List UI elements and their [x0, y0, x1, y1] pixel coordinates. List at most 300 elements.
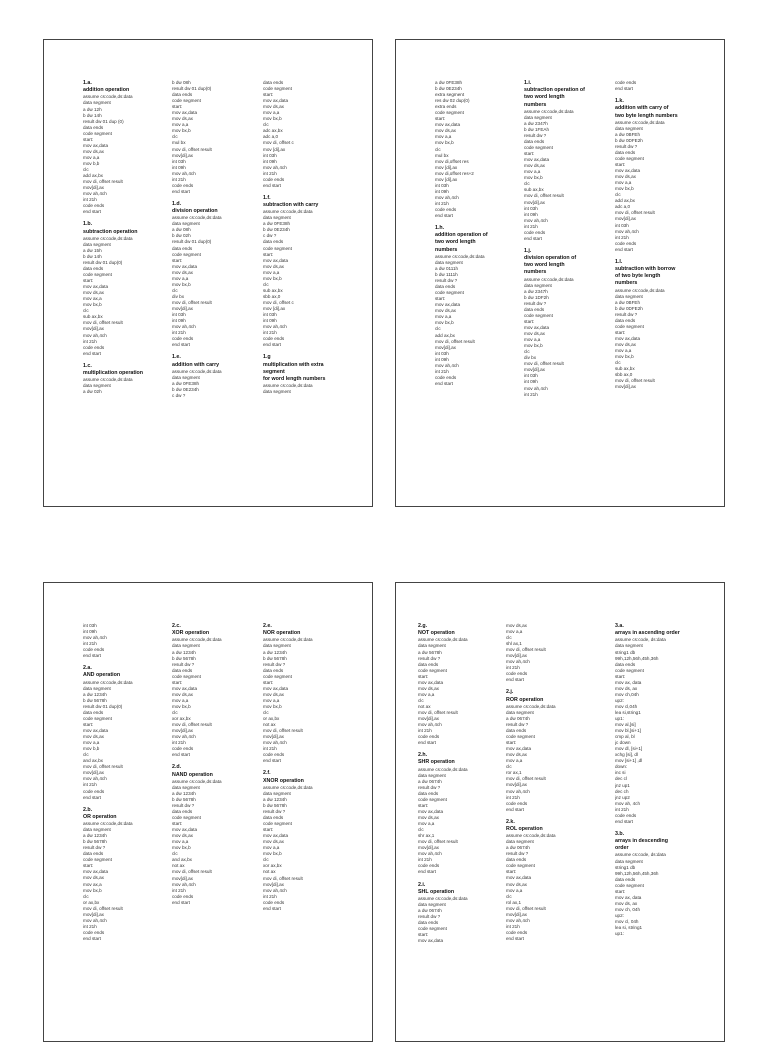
section-heading: 2.b.: [83, 806, 93, 813]
code-line: a dw 12h: [83, 106, 102, 112]
code-line: data segment: [172, 374, 200, 380]
code-line: a dw 0BFEh: [615, 131, 641, 137]
code-line: mov[di],ax: [506, 653, 527, 659]
code-line: 99h,12h,56h,45h,36h: [615, 870, 659, 876]
code-line: data ends: [172, 808, 193, 814]
code-line: data ends: [524, 306, 545, 312]
code-line: a dw 0674h: [506, 715, 530, 721]
code-line: mov a,a: [418, 821, 435, 827]
code-line: code segment: [435, 110, 464, 116]
code-line: div bx: [524, 355, 537, 361]
code-line: code ends: [172, 336, 194, 342]
code-line: string1 db: [615, 649, 636, 655]
code-line: b dw 5678h: [263, 802, 287, 808]
section-heading: 2.j.: [506, 689, 514, 696]
code-line: mov a,a: [83, 740, 100, 746]
code-line: result dw ?: [83, 845, 106, 851]
page-2-column-2: [524, 80, 616, 398]
code-line: clc: [506, 893, 512, 899]
code-line: int 09h: [435, 188, 449, 194]
code-line: data ends: [83, 709, 104, 715]
code-line: mov di, offset result: [172, 869, 212, 875]
code-line: mov ax,data: [418, 679, 444, 685]
code-line: data ends: [263, 80, 284, 85]
code-line: start:: [172, 679, 183, 685]
code-line: a dw 1234h: [172, 790, 196, 796]
code-line: result dw ?: [615, 311, 638, 317]
code-line: lea si, string1: [615, 925, 643, 931]
code-line: mov di, offset result: [83, 905, 123, 911]
section-heading: 1.i.: [524, 80, 532, 86]
code-line: mov di, offset result: [263, 728, 303, 734]
code-line: a dw 0111h: [435, 265, 459, 271]
code-line: mov a,a: [524, 169, 541, 175]
code-line: data ends: [263, 815, 284, 821]
code-line: end start: [83, 350, 101, 356]
code-line: mov ah,4ch: [83, 332, 107, 338]
code-line: assume cs:code,ds:data: [418, 766, 468, 772]
code-line: sbb ax,0: [263, 293, 281, 299]
code-line: clc: [83, 308, 89, 314]
code-line: start:: [83, 863, 94, 869]
code-line: mov ds,ax: [172, 691, 193, 697]
code-line: result dw ?: [418, 784, 441, 790]
code-line: mov ah,4ch: [435, 362, 459, 368]
code-line: result dw ?: [418, 914, 441, 920]
code-line: sub ax,bx: [615, 366, 635, 372]
code-line: a dw 1234h: [83, 833, 107, 839]
code-line: result dw 01 dup (0): [83, 118, 124, 124]
code-line: end start: [435, 213, 453, 219]
code-line: not ax: [172, 863, 185, 869]
code-line: code segment: [83, 130, 112, 136]
code-line: clc: [83, 893, 89, 899]
code-line: int 21h: [435, 200, 449, 206]
code-line: assume cs:code,ds:data: [263, 784, 313, 790]
code-line: xor ax,bx: [172, 716, 191, 722]
section-heading: 2.h.: [418, 752, 428, 759]
code-line: int 21h: [435, 368, 449, 374]
code-line: mov bx,b: [172, 281, 191, 287]
code-line: start:: [615, 888, 626, 894]
code-line: assume cs:code,ds:data: [83, 821, 133, 827]
code-line: a dw 0FE38h: [435, 80, 463, 85]
code-line: clc: [418, 697, 424, 703]
code-line: mov ax,data: [172, 110, 198, 116]
code-line: mov ax,data: [524, 325, 550, 331]
code-line: mov ax,data: [172, 827, 198, 833]
code-line: mov a,a: [435, 134, 452, 140]
code-line: mov bx,b: [83, 887, 102, 893]
code-line: mov [di],ax: [435, 176, 458, 182]
section-heading: 2.k.: [506, 818, 515, 825]
code-line: mov[di],ax: [615, 384, 636, 390]
code-line: mov a,a: [615, 180, 632, 186]
section-heading: for word length numbers: [263, 375, 326, 382]
code-line: sub ax,bx: [263, 287, 283, 293]
code-line: mov ax,data: [172, 263, 198, 269]
code-line: data ends: [172, 92, 193, 98]
section-heading: subtraction operation: [83, 228, 138, 235]
code-line: int 21h: [263, 893, 277, 899]
code-line: int 21h: [506, 794, 520, 800]
code-line: data segment: [524, 282, 552, 288]
code-line: code ends: [263, 752, 285, 758]
section-heading: numbers: [524, 101, 547, 108]
code-line: clc: [83, 166, 89, 172]
code-line: ror ax,1: [506, 770, 522, 776]
section-heading: 1.j.: [524, 247, 532, 254]
code-line: code ends: [83, 788, 105, 794]
code-line: mov bx,b: [435, 320, 454, 326]
code-line: assume cs:code, ds:data: [615, 637, 666, 643]
code-line: mov di, offset result: [506, 905, 546, 911]
code-line: mov ax,data: [83, 284, 109, 290]
code-line: b dw 0DFE2h: [615, 137, 643, 143]
code-line: int 09h: [83, 629, 97, 635]
page-4-column-1: [418, 623, 510, 944]
code-line: mov bx,b: [172, 128, 191, 134]
code-line: mov ah,4ch: [506, 917, 530, 923]
code-line: and ax,bx: [172, 857, 192, 863]
code-line: clc: [524, 181, 530, 187]
code-line: or ax,bx: [83, 899, 100, 905]
code-line: result dw ?: [263, 661, 286, 667]
code-line: clc: [418, 827, 424, 833]
code-line: not ax: [418, 703, 431, 709]
code-line: data ends: [263, 667, 284, 673]
code-line: mov ds,ax: [83, 734, 104, 740]
code-line: int 03h: [263, 152, 277, 158]
code-line: mov[di],ax: [172, 875, 193, 881]
code-line: int 21h: [524, 223, 538, 229]
code-line: assume cs:code,ds:data: [172, 368, 222, 374]
code-line: assume cs:code,ds:data: [506, 703, 556, 709]
code-line: result dw ?: [615, 143, 638, 149]
code-line: result dw ?: [418, 655, 441, 661]
code-line: mov ax, data: [615, 679, 642, 685]
code-line: add ax,bx: [83, 173, 103, 179]
code-line: code ends: [83, 344, 105, 350]
code-line: adc a,0: [263, 134, 279, 140]
code-line: int 03h: [524, 205, 538, 211]
code-line: a dw 0674h: [418, 778, 442, 784]
code-line: mov bx,b: [263, 275, 282, 281]
code-line: data segment: [524, 114, 552, 120]
code-line: mov[di],ax: [435, 344, 456, 350]
code-line: clc: [615, 360, 621, 366]
code-line: mov bx,b: [524, 343, 543, 349]
code-line: b dw 5678h: [83, 839, 107, 845]
code-line: mov di, offset result: [615, 210, 655, 216]
code-line: assume cs:code,ds:data: [524, 108, 574, 114]
section-heading: subtraction operation of: [524, 87, 585, 94]
code-line: add ax,bx: [615, 198, 635, 204]
code-line: mov[di],ax: [506, 911, 527, 917]
code-line: mov ds,ax: [615, 341, 636, 347]
code-line: int 21h: [172, 740, 186, 746]
code-line: mov ds,ax: [263, 104, 284, 110]
code-line: c dw ?: [263, 233, 277, 239]
code-line: int 21h: [172, 330, 186, 336]
code-line: start:: [435, 296, 446, 302]
code-line: code ends: [172, 893, 194, 899]
code-line: mov ds,ax: [172, 269, 193, 275]
code-line: mov[di],ax: [418, 716, 439, 722]
code-line: up1:: [615, 931, 624, 937]
code-line: int 21h: [263, 746, 277, 752]
code-line: mov ah,4ch: [263, 740, 287, 746]
code-line: code segment: [615, 323, 644, 329]
code-line: code ends: [615, 812, 637, 818]
code-line: clc: [263, 709, 269, 715]
code-line: assume cs:code,ds:data: [172, 778, 222, 784]
code-line: mov di, offset result: [506, 776, 546, 782]
section-heading: multiplication with extra: [263, 361, 324, 368]
code-line: data ends: [418, 920, 439, 926]
code-line: clc: [263, 122, 269, 128]
code-line: mov di, offset result: [418, 709, 458, 715]
code-line: assume cs:code,ds:data: [83, 679, 133, 685]
code-line: code ends: [83, 203, 105, 209]
code-line: end start: [263, 342, 281, 348]
code-line: data segment: [418, 643, 446, 649]
code-line: int 21h: [418, 857, 432, 863]
code-line: end start: [263, 758, 281, 764]
code-line: data ends: [83, 124, 104, 130]
code-line: code segment: [615, 155, 644, 161]
code-line: mov bx,b: [615, 354, 634, 360]
code-line: mov ds,ax: [83, 875, 104, 881]
code-line: assume cs:code,ds:data: [83, 377, 133, 383]
code-line: end start: [506, 935, 524, 941]
code-line: mov[di],ax: [83, 185, 104, 191]
code-line: mov bx,b: [615, 186, 634, 192]
code-line: mov a,a: [83, 154, 100, 160]
code-line: a dw 2347h: [524, 288, 548, 294]
code-line: assume cs:code,ds:data: [524, 276, 574, 282]
code-line: data ends: [418, 790, 439, 796]
code-line: end start: [172, 899, 190, 905]
code-line: int 09h: [435, 356, 449, 362]
code-line: mov[di],ax: [83, 911, 104, 917]
section-heading: OR operation: [83, 813, 117, 820]
section-heading: numbers: [615, 280, 638, 287]
code-line: code ends: [263, 899, 285, 905]
code-line: c dw ?: [172, 392, 186, 398]
code-line: assume cs:code,ds:data: [418, 895, 468, 901]
section-heading: addition operation: [83, 87, 130, 94]
section-heading: 1.a.: [83, 80, 92, 86]
code-line: code ends: [615, 240, 637, 246]
section-heading: SHL operation: [418, 888, 455, 895]
section-heading: 2.c.: [172, 623, 181, 629]
code-line: result dw ?: [435, 278, 458, 284]
code-line: extra ends: [435, 104, 457, 110]
code-line: mov ds,ax: [418, 685, 439, 691]
section-heading: addition with carry of: [615, 105, 669, 112]
code-line: result dw 01 dup(0): [83, 259, 123, 265]
code-line: result dw ?: [506, 851, 529, 857]
code-line: up2:: [615, 697, 624, 703]
code-line: data segment: [263, 790, 291, 796]
code-line: end start: [172, 752, 190, 758]
code-line: int 21h: [83, 923, 97, 929]
code-line: mov ds,ax: [418, 815, 439, 821]
code-line: end start: [506, 806, 524, 812]
code-line: b dw 08h: [172, 80, 191, 85]
code-line: mov ax,data: [263, 685, 289, 691]
section-heading: division operation: [172, 208, 218, 215]
code-line: int 03h: [172, 158, 186, 164]
code-line: code ends: [418, 863, 440, 869]
code-line: code segment: [172, 815, 201, 821]
code-line: end start: [524, 235, 542, 241]
code-line: mov ds,ax: [172, 116, 193, 122]
section-heading: 2.f.: [263, 770, 271, 777]
code-line: mov[di],ax: [263, 734, 284, 740]
code-line: assume cs:code,ds:data: [418, 637, 468, 643]
section-heading: 2.d.: [172, 764, 182, 771]
section-heading: ROL operation: [506, 825, 543, 832]
code-line: mov ah,4ch: [172, 881, 196, 887]
section-heading: 1.k.: [615, 98, 624, 105]
code-line: assume cs:code, ds:data: [615, 852, 666, 858]
code-line: end start: [83, 209, 101, 215]
section-heading: addition with carry: [172, 361, 220, 368]
code-line: mov ds,ax: [506, 752, 527, 758]
code-line: code ends: [263, 336, 285, 342]
code-line: mov di, offset result: [524, 361, 564, 367]
section-heading: arrays in descending: [615, 838, 668, 845]
code-line: start:: [83, 278, 94, 284]
code-line: mov bx,b: [83, 302, 102, 308]
code-line: int 03h: [172, 312, 186, 318]
code-line: code ends: [263, 176, 285, 182]
code-line: xor ax,bx: [263, 863, 282, 869]
code-line: a dw 1234h: [172, 649, 196, 655]
section-heading: numbers: [524, 269, 547, 276]
code-line: up1:: [615, 716, 624, 722]
code-line: b dw 5678h: [263, 655, 287, 661]
section-heading: 1.f.: [263, 194, 271, 201]
code-line: inc si: [615, 770, 626, 776]
code-line: mov[di],ax: [524, 199, 545, 205]
section-heading: XOR operation: [172, 630, 210, 637]
code-line: assume cs:code,ds:data: [83, 94, 133, 100]
code-line: a dw 15h: [83, 247, 102, 253]
section-heading: 3.b.: [615, 830, 625, 837]
code-line: mov ah,4ch: [615, 228, 639, 234]
code-line: mov a,a: [172, 697, 189, 703]
page-3-column-1: [83, 623, 175, 942]
code-line: mov bx,b: [435, 140, 454, 146]
code-line: data ends: [418, 661, 439, 667]
code-line: mov ah,4ch: [83, 635, 107, 641]
code-line: end start: [172, 342, 190, 348]
code-line: end start: [263, 182, 281, 188]
code-line: a dw 0674h: [506, 845, 530, 851]
code-line: data segment: [263, 215, 291, 221]
code-line: data ends: [506, 857, 527, 863]
code-line: mov di, offset result: [172, 299, 212, 305]
code-line: data ends: [615, 876, 636, 882]
code-line: end start: [263, 905, 281, 911]
code-line: data segment: [435, 259, 463, 265]
code-line: start:: [172, 257, 183, 263]
code-line: result dw 01 dup(0): [83, 703, 123, 709]
code-line: mov ah,4ch: [172, 170, 196, 176]
code-line: start:: [615, 329, 626, 335]
code-line: mov di, offset result: [83, 320, 123, 326]
code-line: b dw 5678h: [172, 655, 196, 661]
code-line: code segment: [83, 715, 112, 721]
code-line: mov a,a: [615, 348, 632, 354]
page-1-column-2: [172, 80, 264, 399]
code-line: sub ax,bx: [83, 314, 103, 320]
section-heading: division operation of: [524, 255, 577, 262]
code-line: code segment: [83, 857, 112, 863]
code-line: start:: [435, 116, 446, 122]
code-line: mov ah,4ch: [263, 164, 287, 170]
code-line: mov ax,data: [506, 746, 532, 752]
code-line: code ends: [418, 734, 440, 740]
code-line: a dw 5678h: [418, 649, 442, 655]
code-line: shr ax,1: [418, 833, 435, 839]
code-line: end start: [172, 188, 190, 194]
code-line: clc: [263, 857, 269, 863]
code-line: mov dl, [si+1]: [615, 746, 643, 752]
code-line: jnz up2: [615, 794, 630, 800]
code-line: clc: [506, 764, 512, 770]
page-1-column-3: [263, 80, 355, 395]
code-line: clc: [172, 287, 178, 293]
code-line: clc: [524, 349, 530, 355]
code-line: code segment: [263, 86, 292, 92]
code-line: dec cl: [615, 776, 628, 782]
document-page-4: [395, 582, 725, 1042]
code-line: mov[di],ax: [524, 367, 545, 373]
code-line: start:: [615, 162, 626, 168]
code-line: result dw 01 dup(0): [172, 239, 212, 245]
code-line: extra segment: [435, 92, 465, 98]
code-line: mov ah,4ch: [418, 722, 442, 728]
code-line: start:: [263, 827, 274, 833]
code-line: start:: [172, 104, 183, 110]
code-line: mov di,offset res+2: [435, 170, 474, 176]
code-line: data segment: [83, 100, 111, 106]
code-line: down:: [615, 764, 628, 770]
code-line: mov ax,data: [172, 685, 198, 691]
code-line: clc: [615, 192, 621, 198]
code-line: clc: [172, 709, 178, 715]
code-line: start:: [83, 136, 94, 142]
code-line: mov di, offset result: [418, 839, 458, 845]
code-line: mov di, offset result: [506, 647, 546, 653]
code-line: mov di, offset result: [83, 179, 123, 185]
code-line: clc: [172, 134, 178, 140]
code-line: clc: [506, 635, 512, 641]
code-line: mov[di],ax: [615, 216, 636, 222]
code-line: mov a,a: [418, 691, 435, 697]
code-line: mov ah,4ch: [524, 217, 548, 223]
code-line: code segment: [506, 734, 535, 740]
code-line: mov ax,data: [524, 157, 550, 163]
code-line: code ends: [524, 229, 546, 235]
code-line: code ends: [172, 746, 194, 752]
code-line: mov di, offset c: [263, 299, 294, 305]
code-line: data ends: [506, 728, 527, 734]
